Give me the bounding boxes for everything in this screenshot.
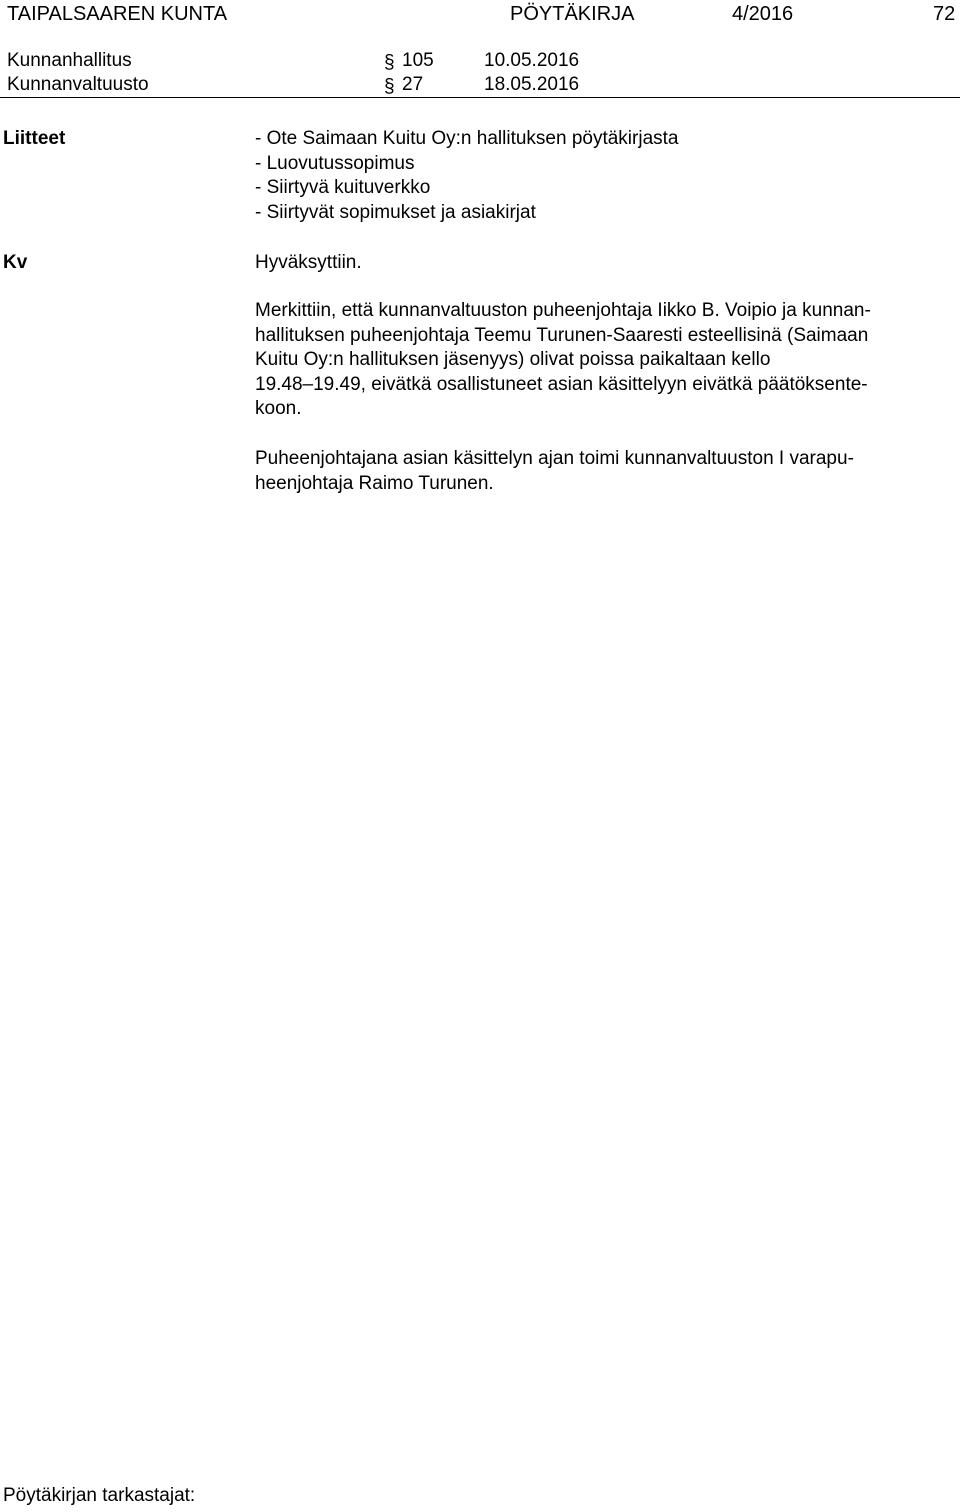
list-item: - Siirtyvät sopimukset ja asiakirjat xyxy=(255,201,536,223)
note-paragraph-2 xyxy=(255,447,955,496)
decision-label: Kv xyxy=(3,252,28,273)
paragraph-line: hallituksen puheenjohtaja Teemu Turunen-Saaresti esteellisinä (Saimaan xyxy=(255,324,869,346)
paragraph-line: Merkittiin, että kunnanvaltuuston puheenjohtaja Iikko B. Voipio ja kunnan- xyxy=(255,300,871,321)
section-number-1: 105 xyxy=(402,50,434,71)
organization-name: TAIPALSAAREN KUNTA xyxy=(7,3,228,25)
list-item: - Luovutussopimus xyxy=(255,152,415,174)
section-sign-2: § xyxy=(384,76,395,97)
paragraph-line: Puheenjohtajana asian käsittelyn ajan toimi kunnanvaltuuston I varapu- xyxy=(255,448,854,469)
meeting-date-2: 18.05.2016 xyxy=(484,74,580,95)
decision-text: Hyväksyttiin. xyxy=(255,252,362,273)
meeting-body-1: Kunnanhallitus xyxy=(7,50,132,71)
header-divider xyxy=(0,97,960,98)
document-type: PÖYTÄKIRJA xyxy=(510,3,635,25)
note-paragraph-1 xyxy=(255,299,955,422)
meeting-date-1: 10.05.2016 xyxy=(484,50,580,71)
list-item: - Siirtyvä kuituverkko xyxy=(255,177,431,198)
inspectors-label: Pöytäkirjan tarkastajat: xyxy=(3,1485,196,1506)
meeting-body-2: Kunnanvaltuusto xyxy=(7,74,149,95)
section-sign-1: § xyxy=(384,52,395,73)
section-number-2: 27 xyxy=(402,74,424,95)
attachments-label: Liitteet xyxy=(3,128,66,149)
attachments-list xyxy=(255,127,678,225)
issue-number: 4/2016 xyxy=(732,3,794,25)
paragraph-line: 19.48–19.49, eivätkä osallistuneet asian käsittelyyn eivätkä päätöksente- xyxy=(255,373,868,395)
paragraph-line: Kuitu Oy:n hallituksen jäsenyys) olivat poissa paikaltaan kello xyxy=(255,349,771,370)
paragraph-line: koon. xyxy=(255,398,302,419)
page-number: 72 xyxy=(933,3,956,25)
paragraph-line: heenjohtaja Raimo Turunen. xyxy=(255,472,494,494)
list-item: - Ote Saimaan Kuitu Oy:n hallituksen pöytäkirjasta xyxy=(255,128,679,149)
